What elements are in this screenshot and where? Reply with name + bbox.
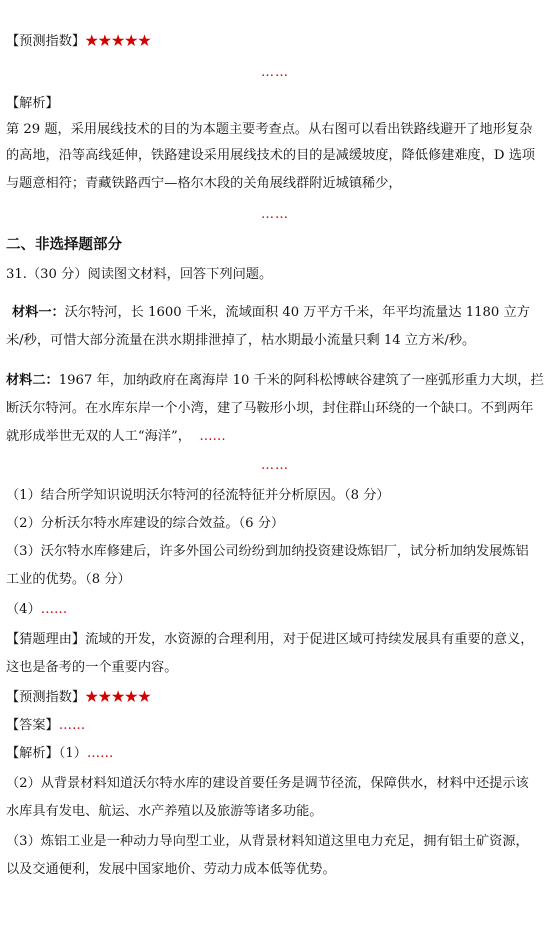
answer-ellipsis: …… [58, 718, 86, 733]
analysis-label-2: 【解析】 [6, 746, 59, 761]
analysis-2-a2-line-2: 水库具有发电、航运、水产养殖以及旅游等诸多功能。 [6, 804, 323, 819]
q31-intro: 31.（30 分）阅读图文材料，回答下列问题。 [6, 267, 273, 282]
q29-line-2: 的高地，沿等高线延伸，铁路建设采用展线技术的目的是减缓坡度，降低修建难度，D 选项 [6, 148, 536, 163]
analysis-2-a3-line-1: （3）炼铝工业是一种动力导向型工业，从背景材料知道这里电力充足，拥有铝土矿资源， [6, 834, 529, 849]
q29-line-3: 与题意相符；青藏铁路西宁—格尔木段的关角展线群附近城镇稀少， [6, 176, 402, 191]
analysis-2-line-1 [6, 745, 544, 763]
analysis-label-1: 【解析】 [6, 96, 59, 111]
reason-text-1: 流域的开发，水资源的合理利用，对于促进区域可持续发展具有重要的意义， [85, 632, 534, 647]
forecast-label: 【预测指数】 [6, 34, 86, 49]
question-4-ellipsis: …… [40, 602, 68, 617]
material-2-ellipsis: …… [199, 429, 226, 444]
material-2-text-3: 就形成举世无双的人工“海洋”， [6, 429, 191, 444]
reason-line-1 [6, 631, 544, 649]
forecast-index-1 [6, 33, 544, 51]
reason-label: 【猜题理由】 [6, 632, 86, 647]
forecast-label-2: 【预测指数】 [6, 690, 86, 705]
question-3-line-1: （3）沃尔特水库修建后，许多外国公司纷纷到加纳投资建设炼铝厂，试分析加纳发展炼铝 [6, 544, 529, 559]
material-2-line-2: 断沃尔特河。在水库东岸一个小湾，建了马鞍形小坝，封住群山环绕的一个缺口。不到两年 [6, 401, 534, 416]
ellipsis-3: …… [261, 458, 289, 473]
analysis-2-a2-line-1: （2）从背景材料知道沃尔特水库的建设首要任务是调节径流，保障供水，材料中还提示该 [6, 776, 529, 791]
analysis-2-a1-ellipsis: …… [86, 746, 114, 761]
material-1-text-1: 沃尔特河，长 1600 千米，流域面积 40 万平方千米，年平均流量达 1180 立方 [64, 305, 530, 320]
answer-label: 【答案】 [6, 718, 59, 733]
q29-line-1: 第 29 题，采用展线技术的目的为本题主要考查点。从右图可以看出铁路线避开了地形复杂 [6, 122, 533, 137]
question-4-number: （4） [6, 602, 41, 617]
analysis-2-a1: （1） [58, 746, 87, 761]
material-1-label: 材料一： [12, 305, 65, 320]
ellipsis-2: …… [261, 207, 289, 222]
forecast-index-2 [6, 689, 544, 707]
material-2-line-1 [6, 372, 544, 390]
material-1-line-2: 米/秒，可惜大部分流量在洪水期排泄掉了，枯水期最小流量只剩 14 立方米/秒。 [6, 333, 476, 348]
analysis-2-a3-line-2: 以及交通便利，发展中国家地价、劳动力成本低等优势。 [6, 862, 336, 877]
answer-line [6, 717, 544, 735]
section-heading: 二、非选择题部分 [6, 236, 122, 253]
material-2-line-3 [6, 428, 544, 446]
question-3-line-2: 工业的优势。（8 分） [6, 572, 131, 587]
rating-stars-2: ★★★★★ [85, 690, 152, 705]
ellipsis-1: …… [261, 65, 289, 80]
rating-stars: ★★★★★ [85, 34, 152, 49]
reason-line-2: 这也是备考的一个重要内容。 [6, 660, 178, 675]
material-2-label: 材料二： [6, 373, 59, 388]
question-1: （1）结合所学知识说明沃尔特河的径流特征并分析原因。（8 分） [6, 488, 390, 503]
question-4 [6, 601, 544, 619]
question-2: （2）分析沃尔特水库建设的综合效益。（6 分） [6, 516, 285, 531]
material-2-text-1: 1967 年，加纳政府在离海岸 10 千米的阿科松博峡谷建筑了一座弧形重力大坝，拦 [58, 373, 544, 388]
material-1-line-1 [12, 304, 544, 322]
